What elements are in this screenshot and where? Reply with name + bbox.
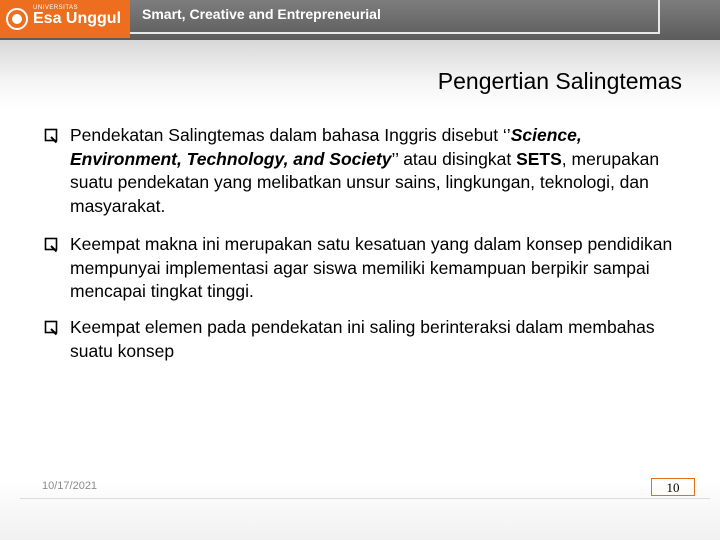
logo-name: Esa Unggul	[33, 10, 122, 27]
page-number: 10	[651, 478, 695, 496]
tagline: Smart, Creative and Entrepreneurial	[142, 6, 381, 22]
bullet-item	[44, 233, 674, 304]
slide-date: 10/17/2021	[42, 480, 98, 492]
checkbox-bullet-icon	[44, 124, 60, 151]
bullet-text-part: Pendekatan Salingtemas dalam bahasa Inggris disebut ‘’	[70, 125, 511, 145]
bullet-text-part: ’’ atau disingkat	[391, 148, 517, 169]
bullet-text	[70, 124, 674, 218]
bullet-text-emphasis: Science, Environment, Technology, and Society	[70, 125, 582, 169]
bullet-text-strong: SETS	[516, 148, 562, 169]
checkbox-bullet-icon	[44, 316, 60, 343]
bullet-item	[44, 316, 674, 363]
bullet-item	[44, 124, 674, 218]
logo-small-text: UNIVERSITAS	[33, 5, 79, 11]
checkbox-bullet-icon	[44, 233, 60, 260]
header-bar	[0, 0, 720, 40]
footer-divider	[20, 498, 710, 499]
slide-title: Pengertian Salingtemas	[437, 68, 682, 94]
bullet-text: Keempat elemen pada pendekatan ini saling berinteraksi dalam membahas suatu konsep	[70, 317, 655, 361]
bullet-text-part: , merupakan suatu pendekatan yang melibatkan unsur sains, lingkungan, teknologi, dan masyarakat.	[70, 148, 660, 216]
bullet-text: Keempat makna ini merupakan satu kesatuan yang dalam konsep pendidikan mempunyai implementasi agar siswa memiliki kemampuan berpikir sampai mencapai tingkat tinggi.	[70, 234, 673, 301]
logo	[0, 0, 130, 38]
logo-emblem-icon	[6, 8, 28, 30]
footer	[0, 478, 720, 540]
